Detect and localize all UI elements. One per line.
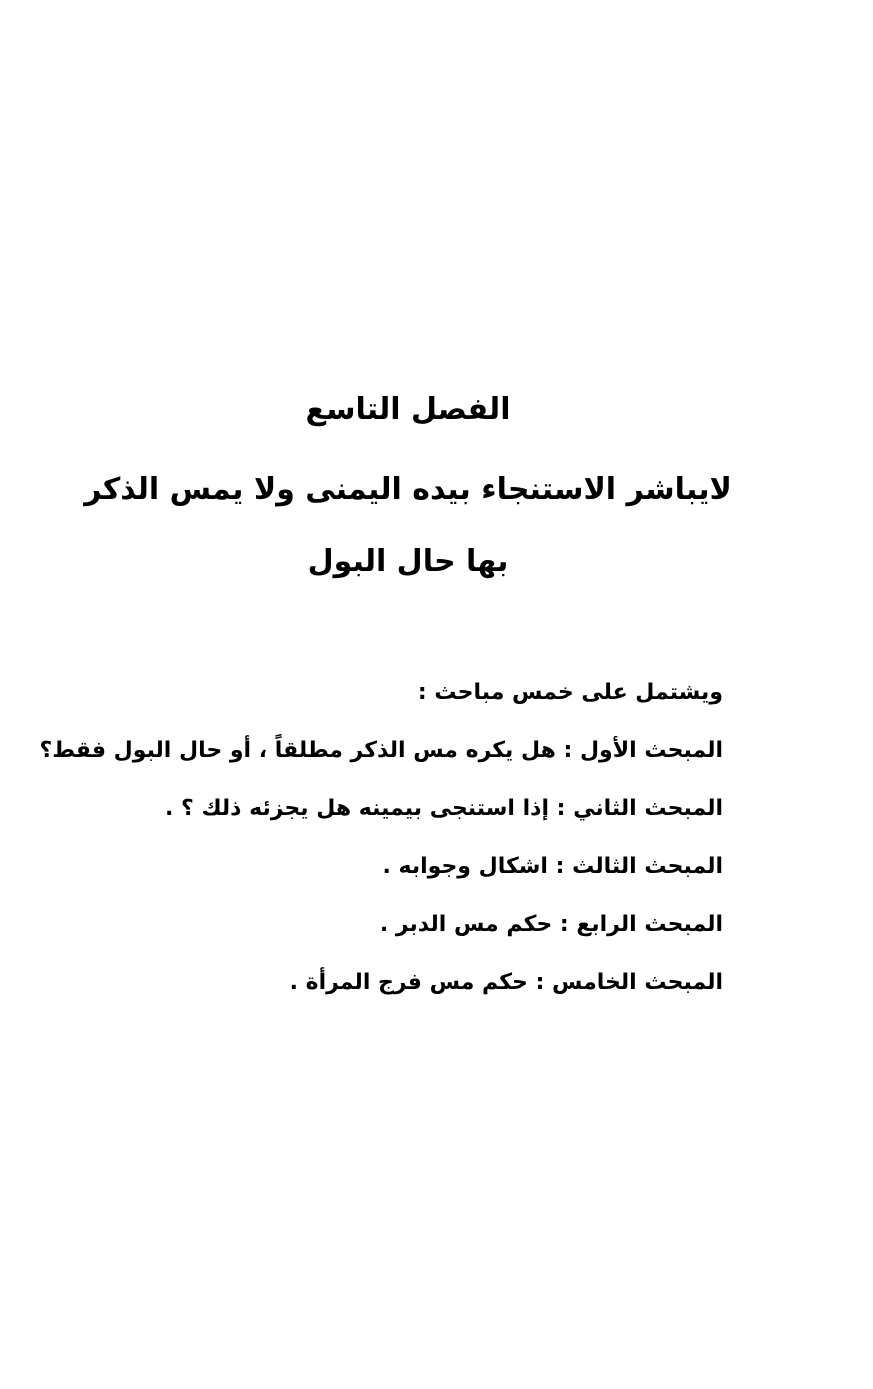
section-item-4: المبحث الرابع : حكم مس الدبر .: [379, 912, 723, 937]
section-item-5: المبحث الخامس : حكم مس فرج المرأة .: [289, 970, 723, 995]
sections-list: [39, 664, 723, 1012]
chapter-heading-line-2: بها حال البول: [307, 544, 509, 579]
section-item-1: المبحث الأول : هل يكره مس الذكر مطلقاً ، أو حال البول فقط؟: [39, 738, 723, 763]
section-item-2: المبحث الثاني : إذا استنجى بيمينه هل يجزئه ذلك ؟ .: [165, 796, 723, 821]
chapter-heading-line-1: لايباشر الاستنجاء بيده اليمنى ولا يمس الذكر: [84, 472, 732, 507]
chapter-title: الفصل التاسع: [305, 392, 511, 427]
sections-intro: ويشتمل على خمس مباحث :: [417, 680, 723, 705]
section-item-3: المبحث الثالث : اشكال وجوابه .: [382, 854, 723, 879]
